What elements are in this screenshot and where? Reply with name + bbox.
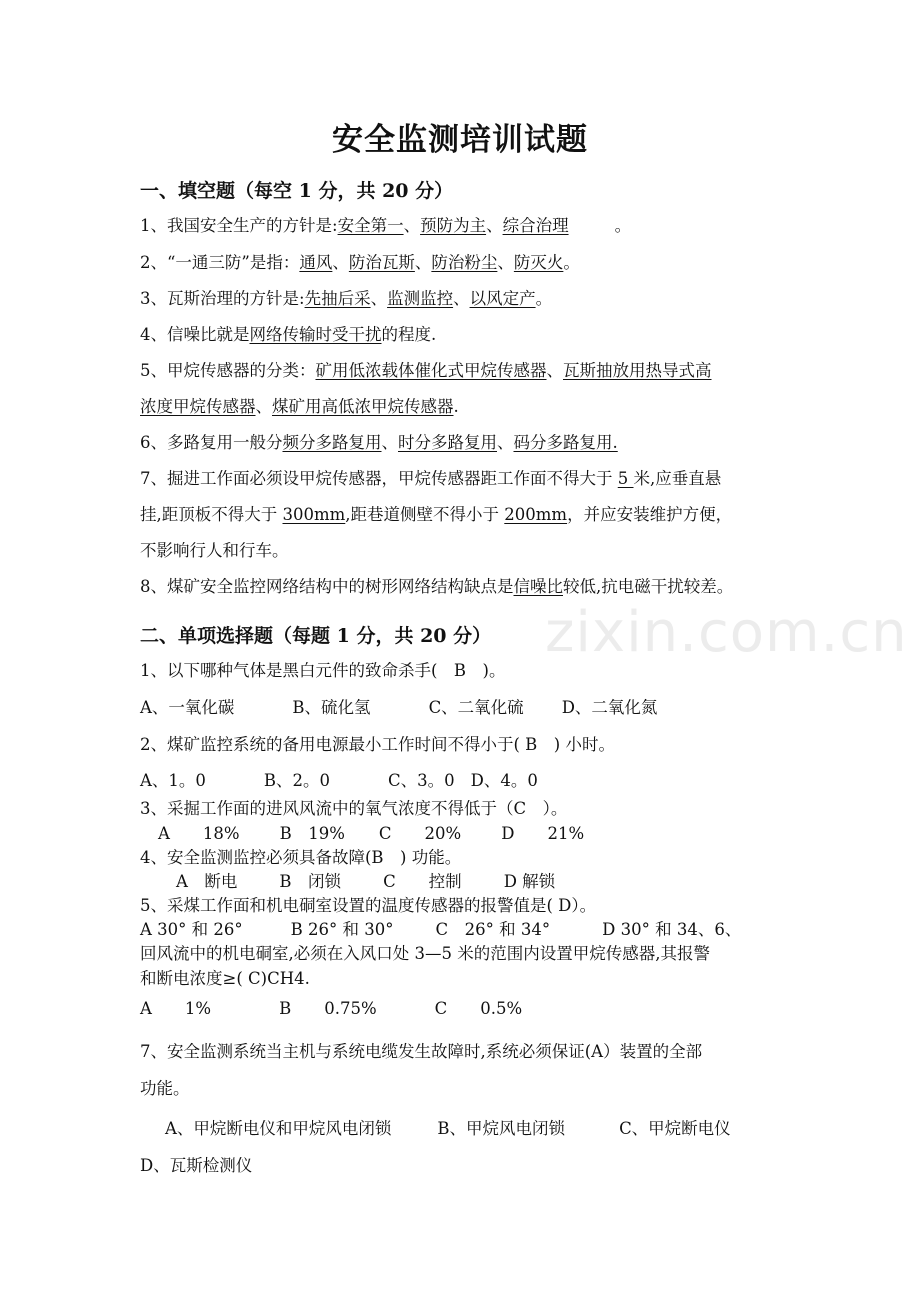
separator: 、: [370, 289, 388, 308]
question-number-6: 6、: [714, 920, 742, 939]
answer-blank: 预防为主: [420, 216, 487, 235]
answer-blank: 综合治理: [502, 216, 569, 235]
question-end: 。: [614, 216, 632, 235]
option-b: B、2。0: [263, 771, 331, 790]
answer-blank: 煤矿用高低浓甲烷传感器: [272, 397, 454, 416]
choice-question-6-line-2: 和断电浓度≥( C)CH4.: [140, 969, 310, 988]
option-a: A 30° 和 26°: [140, 920, 243, 939]
separator: 、: [453, 289, 470, 308]
page-title: 安全监测培训试题: [332, 122, 588, 158]
choice-question-7-line-2: 功能。: [140, 1079, 190, 1098]
fill-question-4: [140, 327, 436, 344]
question-text: 米,应垂直悬: [633, 469, 722, 488]
choice-question-4: 4、安全监测监控必须具备故障(B ) 功能。: [140, 848, 462, 867]
option-a: A、1。0: [140, 771, 206, 790]
answer-blank: 网络传输时受干扰: [249, 325, 382, 344]
separator: 、: [414, 253, 432, 272]
question-text: 7、掘进工作面必须设甲烷传感器，甲烷传感器距工作面不得大于: [140, 469, 618, 488]
choice-question-7-option-d: D、瓦斯检测仪: [140, 1156, 253, 1175]
option-c: C 0.5%: [434, 999, 523, 1018]
question-end: 较低,抗电磁干扰较差。: [563, 577, 734, 596]
answer-blank: 码分多路复用.: [513, 433, 618, 452]
separator: 、: [546, 361, 563, 380]
answer-blank: 防治瓦斯: [348, 253, 415, 272]
choice-question-1: 1、以下哪种气体是黑白元件的致命杀手( B )。: [140, 661, 506, 680]
question-text: 6、多路复用一般分: [140, 433, 283, 452]
answer-blank: 防灭火: [513, 253, 564, 272]
question-text: ,距巷道侧壁不得小于: [345, 505, 505, 524]
answer-blank: 频分多路复用: [282, 433, 382, 452]
fill-question-7-line-2: [140, 507, 732, 524]
fill-question-5-line-2: [140, 399, 459, 416]
choice-question-4-options: [176, 874, 555, 891]
option-c: C、甲烷断电仪: [619, 1119, 731, 1138]
question-text: 挂,距顶板不得大于: [140, 505, 283, 524]
answer-blank: 通风: [299, 253, 333, 272]
separator: 、: [255, 397, 272, 416]
option-b: B、硫化氢: [292, 698, 371, 717]
fill-question-8: [140, 579, 733, 596]
option-a: A、甲烷断电仪和甲烷风电闭锁: [165, 1119, 392, 1138]
watermark: zixin.com.cn: [545, 600, 908, 665]
answer-blank: 信噪比: [513, 577, 563, 596]
question-text: 5、甲烷传感器的分类：: [140, 361, 316, 380]
section-heading-fill-blank: 一、填空题（每空 1 分，共 20 分）: [140, 180, 454, 202]
answer-blank: 防治粉尘: [431, 253, 498, 272]
answer-blank: 时分多路复用: [398, 433, 497, 452]
answer-blank: 瓦斯抽放用热导式高: [563, 361, 712, 380]
question-end: 的程度.: [381, 325, 437, 344]
fill-question-3: [140, 291, 552, 308]
option-d: D 30° 和 34、: [602, 920, 715, 939]
question-text: 3、瓦斯治理的方针是:: [140, 289, 305, 308]
option-d: D、4。0: [470, 771, 538, 790]
answer-blank: 安全第一: [337, 216, 404, 235]
option-b: B 26° 和 30°: [290, 920, 394, 939]
choice-question-3: 3、采掘工作面的进风风流中的氧气浓度不得低于（C ）。: [140, 799, 568, 818]
separator: 、: [403, 216, 421, 235]
separator: 、: [497, 253, 514, 272]
fill-question-7-line-1: [140, 471, 721, 488]
option-a: A、一氧化碳: [140, 698, 235, 717]
option-c: C 26° 和 34°: [435, 920, 551, 939]
option-c: C、3。0: [388, 771, 455, 790]
choice-question-2-options: [140, 773, 538, 790]
answer-blank: 监测监控: [387, 289, 454, 308]
option-b: B 0.75%: [279, 999, 377, 1018]
option-c: C 控制: [383, 872, 462, 891]
answer-blank: 矿用低浓载体催化式甲烷传感器: [315, 361, 547, 380]
choice-question-7-line-1: 7、安全监测系统当主机与系统电缆发生故障时,系统必须保证(A）装置的全部: [140, 1042, 703, 1061]
option-b: B 19%: [279, 824, 345, 843]
question-text: 1、我国安全生产的方针是:: [140, 216, 338, 235]
question-text: ，并应安装维护方便，: [567, 505, 733, 524]
option-d: D 解锁: [503, 872, 556, 891]
option-d: D 21%: [501, 824, 585, 843]
question-text: 2、“一通三防”是指：: [140, 253, 300, 272]
question-end: 。: [563, 253, 580, 272]
question-end: 。: [535, 289, 553, 308]
fill-question-5-line-1: [140, 363, 712, 380]
separator: 、: [497, 433, 514, 452]
option-a: A 断电: [176, 872, 238, 891]
option-d: D、二氧化氮: [561, 698, 658, 717]
choice-question-2: 2、煤矿监控系统的备用电源最小工作时间不得小于( B ) 小时。: [140, 735, 615, 754]
choice-question-5-options: [140, 922, 741, 939]
answer-blank: 浓度甲烷传感器: [140, 397, 256, 416]
answer-blank: 5: [617, 469, 634, 488]
answer-blank: 300mm: [282, 505, 346, 524]
fill-question-7-line-3: 不影响行人和行车。: [140, 541, 289, 560]
option-b: B、甲烷风电闭锁: [437, 1119, 566, 1138]
answer-blank: 以风定产: [469, 289, 536, 308]
answer-blank: 先抽后采: [304, 289, 371, 308]
choice-question-1-options: [140, 700, 657, 717]
choice-question-3-options: [158, 826, 584, 843]
fill-question-2: [140, 255, 580, 272]
answer-blank: 200mm: [504, 505, 568, 524]
choice-question-5: 5、采煤工作面和机电硐室设置的温度传感器的报警值是( D）。: [140, 896, 597, 915]
option-c: C、二氧化硫: [428, 698, 524, 717]
separator: 、: [381, 433, 398, 452]
separator: 、: [332, 253, 349, 272]
question-end: .: [453, 397, 459, 416]
separator: 、: [486, 216, 503, 235]
choice-question-7-options: [165, 1121, 731, 1138]
fill-question-6: [140, 435, 618, 452]
option-c: C 20%: [378, 824, 462, 843]
choice-question-6-line-1: 回风流中的机电硐室,必须在入风口处 3—5 米的范围内设置甲烷传感器,其报警: [140, 944, 710, 963]
question-text: 8、煤矿安全监控网络结构中的树形网络结构缺点是: [140, 577, 514, 596]
option-b: B 闭锁: [279, 872, 342, 891]
option-a: A 18%: [158, 824, 240, 843]
question-text: 4、信噪比就是: [140, 325, 250, 344]
fill-question-1: [140, 218, 631, 235]
choice-question-6-options: [140, 1001, 522, 1018]
section-heading-single-choice: 二、单项选择题（每题 1 分，共 20 分）: [140, 625, 492, 647]
option-a: A 1%: [140, 999, 212, 1018]
